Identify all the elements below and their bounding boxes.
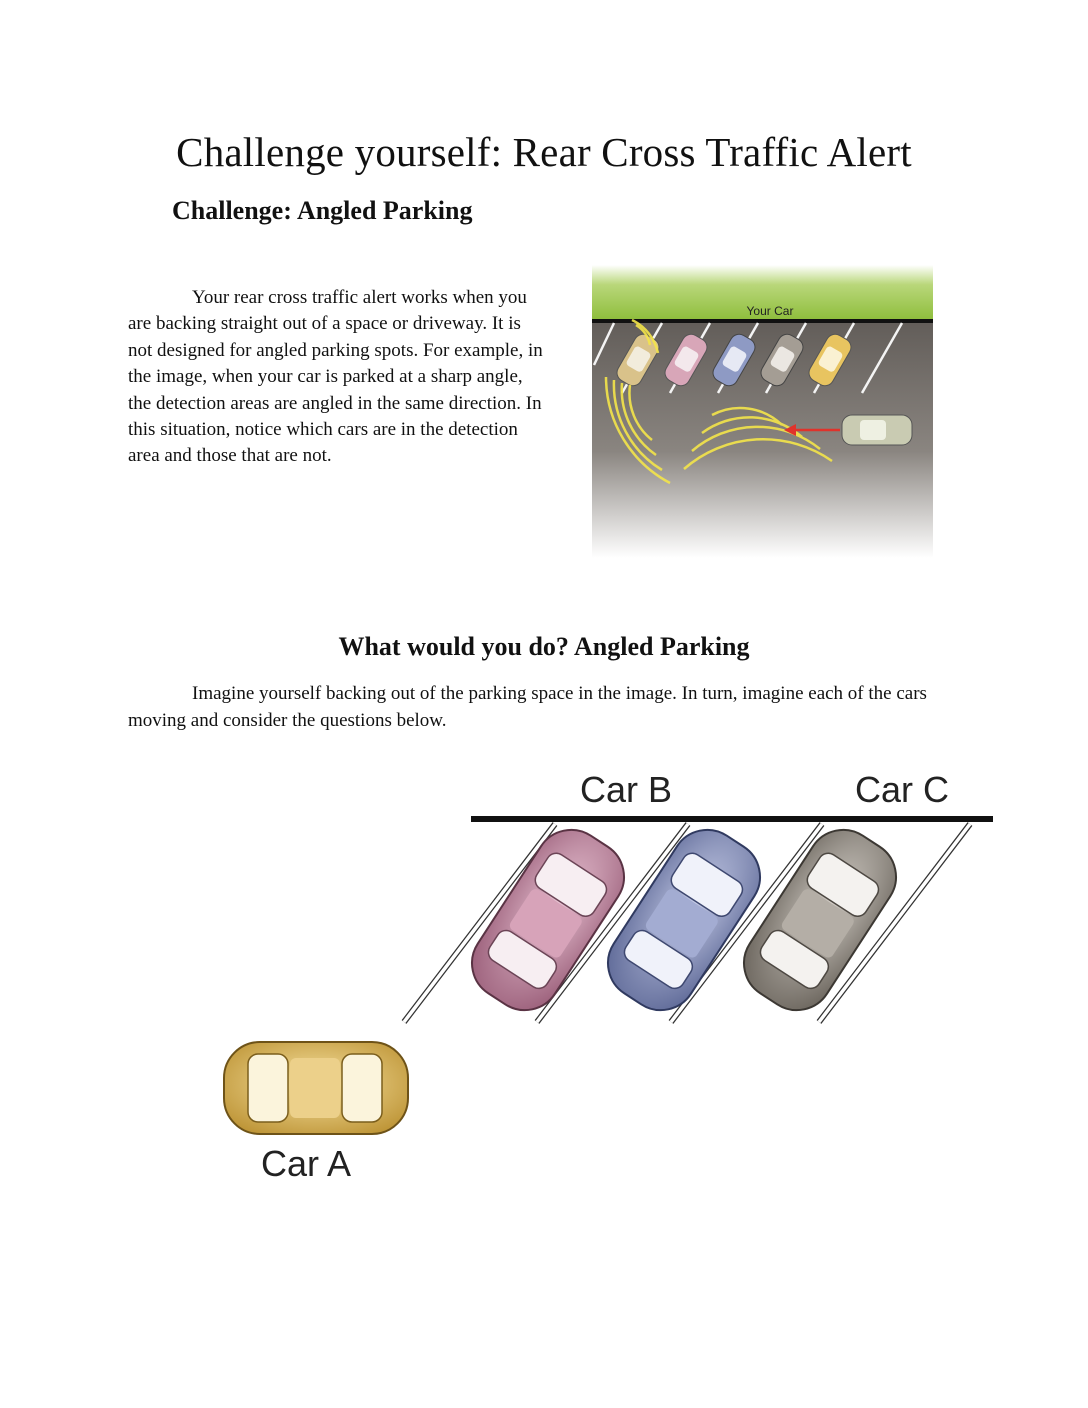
page-title: Challenge yourself: Rear Cross Traffic Alert bbox=[176, 129, 912, 175]
challenge-heading: Challenge: Angled Parking bbox=[172, 196, 473, 225]
car-a-label: Car A bbox=[260, 1143, 352, 1184]
challenge-paragraph: Your rear cross traffic alert works when you are backing straight out of a space or driveway. It is not designed for angled parking spots. For example, in the image, when your car is parked at a sharp angle, the detection areas are angled in the same direction. In this situation, notice which cars are in the detection area and those that are not. bbox=[128, 287, 543, 467]
curb-line bbox=[592, 319, 933, 323]
approaching-car bbox=[842, 415, 912, 445]
what-would-you-do-paragraph: Imagine yourself backing out of the parking space in the image. In turn, imagine each of the cars moving and consider the questions below. bbox=[128, 683, 927, 731]
your-car-label: Your Car bbox=[746, 304, 794, 318]
curb-line bbox=[471, 816, 993, 822]
angled-parking-illustration bbox=[592, 265, 933, 558]
car-a bbox=[224, 1042, 408, 1134]
car-c-label: Car C bbox=[854, 769, 950, 810]
car-abc-diagram bbox=[200, 760, 1020, 1200]
what-would-you-do-heading: What would you do? Angled Parking bbox=[338, 632, 750, 661]
car-b-label: Car B bbox=[579, 769, 673, 810]
car-c bbox=[730, 816, 910, 1024]
